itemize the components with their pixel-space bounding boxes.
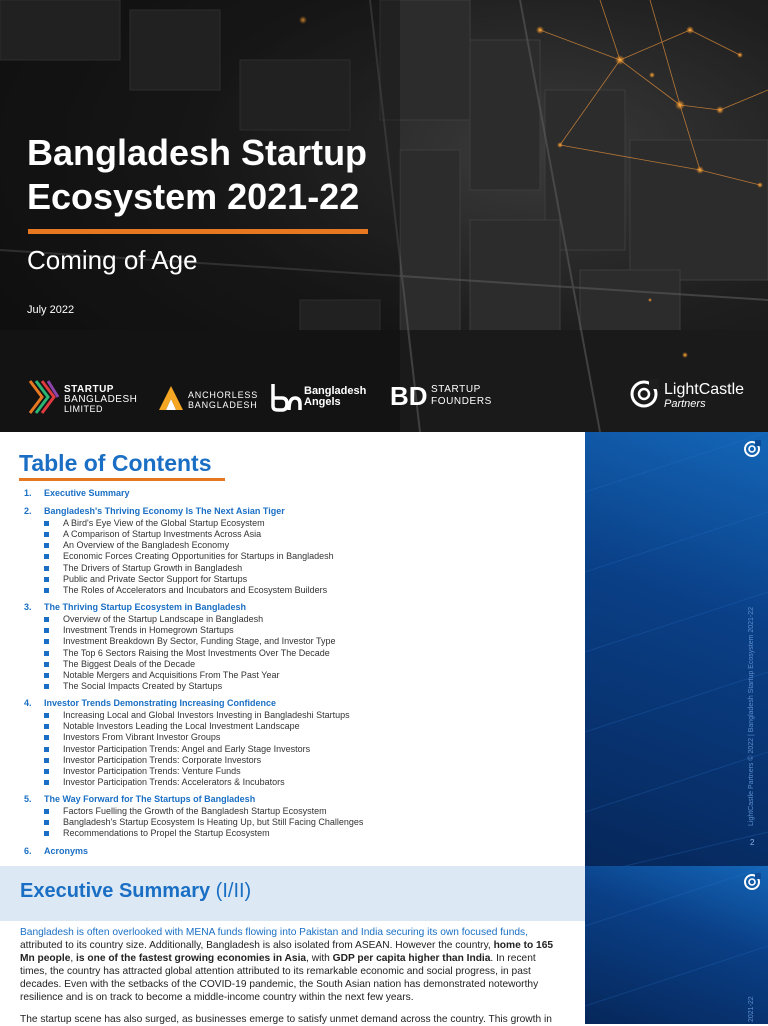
bd-startup-founders-logo-line-2: FOUNDERS: [431, 396, 492, 407]
startup-bangladesh-logo-line-3: LIMITED: [64, 404, 104, 414]
square-bullet-icon: [44, 543, 49, 548]
sidebar-blue-panel-2: [585, 866, 768, 1024]
toc-list-item[interactable]: [0, 777, 585, 788]
square-bullet-icon: [44, 651, 49, 656]
table-of-contents: [0, 432, 585, 866]
toc-list-item-label: An Overview of the Bangladesh Economy: [63, 540, 230, 551]
toc-list-item-label: Recommendations to Propel the Startup Ecosystem: [63, 828, 270, 839]
toc-list-item[interactable]: [0, 659, 585, 670]
executive-summary-title: [20, 880, 251, 903]
square-bullet-icon: [44, 673, 49, 678]
toc-title-underline: [19, 478, 225, 481]
toc-title: Table of Contents: [19, 450, 212, 476]
toc-list-item-label: The Social Impacts Created by Startups: [63, 680, 223, 691]
square-bullet-icon: [44, 628, 49, 633]
toc-list-item-label: Investor Participation Trends: Venture Funds: [63, 765, 241, 776]
lightcastle-partners-logo: [629, 379, 759, 415]
square-bullet-icon: [44, 724, 49, 729]
toc-section-title[interactable]: Investor Trends Demonstrating Increasing Confidence: [44, 698, 277, 709]
bangladesh-angels-logo-mark: [270, 382, 302, 412]
toc-list-item-label: Investor Participation Trends: Angel and Early Stage Investors: [63, 743, 311, 754]
square-bullet-icon: [44, 577, 49, 582]
square-bullet-icon: [44, 758, 49, 763]
toc-list-item[interactable]: [0, 744, 585, 755]
bd-startup-founders-logo-mark: BD: [390, 381, 428, 411]
toc-list-item[interactable]: [0, 529, 585, 540]
exec-text-e: . In recent times, the country has attracted global attention attributed to its remarkable economic and social progress, in past decades. Even with the setbacks of the COVID-19 pandemic, the South Asian nation has demonstrated noteworthy resilience and is on track to become a middle-income country within the next few years.: [20, 952, 539, 1003]
square-bullet-icon: [44, 820, 49, 825]
startup-bangladesh-logo: [28, 377, 158, 417]
bangladesh-angels-logo-line-2: Angels: [304, 396, 341, 408]
toc-list-item[interactable]: [0, 755, 585, 766]
toc-list-item-label: The Drivers of Startup Growth in Bangladesh: [63, 562, 243, 573]
lightcastle-logo-line-1: LightCastle: [664, 381, 745, 398]
exec-bold-population: home to 165 Mn people: [20, 939, 554, 964]
bangladesh-angels-logo: [270, 382, 380, 412]
toc-list-item-label: Investment Breakdown By Sector, Funding Stage, and Investor Type: [63, 636, 336, 647]
square-bullet-icon: [44, 780, 49, 785]
toc-list-item-label: Public and Private Sector Support for Startups: [63, 573, 248, 584]
lightcastle-logo-line-2: Partners: [664, 398, 706, 410]
startup-bangladesh-logo-mark: [28, 377, 60, 417]
square-bullet-icon: [44, 809, 49, 814]
square-bullet-icon: [44, 521, 49, 526]
title-accent-rule: [28, 229, 368, 234]
page-number: 2: [750, 838, 755, 847]
toc-list-item-label: Increasing Local and Global Investors Investing in Bangladeshi Startups: [63, 710, 350, 721]
toc-section-number: 3.: [24, 602, 32, 613]
executive-summary-intro: Bangladesh is often overlooked with MENA funds flowing into Pakistan and India securing its own focused funds,: [20, 927, 528, 938]
anchorless-logo-line-1: ANCHORLESS: [188, 390, 259, 400]
startup-bangladesh-logo-line-1: STARTUP: [64, 384, 114, 395]
exec-text-c: ,: [70, 952, 77, 964]
toc-list-item-label: Bangladesh's Startup Ecosystem Is Heating Up, but Still Facing Challenges: [63, 817, 364, 828]
toc-list-item[interactable]: [0, 614, 585, 625]
lightcastle-logo-icon: [629, 379, 659, 409]
square-bullet-icon: [44, 747, 49, 752]
sidebar-pattern-2: [585, 866, 768, 1024]
square-bullet-icon: [44, 554, 49, 559]
toc-list-item[interactable]: [0, 766, 585, 777]
square-bullet-icon: [44, 588, 49, 593]
square-bullet-icon: [44, 639, 49, 644]
toc-list-item-label: Investor Participation Trends: Accelerators & Incubators: [63, 777, 285, 787]
toc-list-item[interactable]: [0, 551, 585, 562]
toc-list-item-label: Economic Forces Creating Opportunities for Startups in Bangladesh: [63, 551, 334, 562]
toc-section-number: 4.: [24, 698, 32, 709]
square-bullet-icon: [44, 735, 49, 740]
square-bullet-icon: [44, 617, 49, 622]
startup-bangladesh-logo-line-2: BANGLADESH: [64, 394, 138, 405]
toc-list-item[interactable]: [0, 806, 585, 817]
bd-startup-founders-logo: [390, 381, 500, 411]
toc-list-item[interactable]: [0, 721, 585, 732]
toc-section-title[interactable]: Executive Summary: [44, 488, 130, 498]
toc-list-item[interactable]: [0, 625, 585, 636]
anchorless-bangladesh-logo: [158, 385, 258, 411]
executive-summary-paragraph-2: The startup scene has also surged, as businesses emerge to satisfy unmet demand across the country. This growth in: [20, 1014, 552, 1025]
square-bullet-icon: [44, 662, 49, 667]
toc-list-item-label: Overview of the Startup Landscape in Bangladesh: [63, 614, 264, 625]
bd-startup-founders-logo-line-1: STARTUP: [431, 384, 481, 395]
toc-section-title[interactable]: Acronyms: [44, 845, 89, 856]
cover-title-line-2: Ecosystem 2021-22: [27, 176, 360, 217]
bangladesh-angels-logo-line-1: Bangladesh: [304, 385, 367, 397]
toc-list-item-label: Notable Mergers and Acquisitions From The Past Year: [63, 669, 280, 680]
square-bullet-icon: [44, 684, 49, 689]
toc-section-title[interactable]: Bangladesh's Thriving Economy Is The Next Asian Tiger: [44, 506, 285, 516]
toc-list-item[interactable]: [0, 563, 585, 574]
toc-list-item-label: Investor Participation Trends: Corporate Investors: [63, 754, 262, 765]
exec-bold-gdp: GDP per capita higher than India: [332, 952, 491, 964]
sidebar-pattern: [585, 432, 768, 866]
toc-list-item[interactable]: [0, 585, 585, 596]
sidebar-vertical-copyright: LightCastle Partners © 2022 | Bangladesh Startup Ecosystem 2021-22: [748, 606, 755, 826]
anchorless-logo-line-2: BANGLADESH: [188, 400, 258, 410]
toc-list-item-label: Investors From Vibrant Investor Groups: [63, 732, 221, 743]
executive-summary-title-text: Executive Summary: [20, 880, 211, 902]
toc-list-item[interactable]: [0, 518, 585, 529]
cover-date: July 2022: [27, 304, 75, 316]
toc-section-number: 1.: [24, 488, 32, 498]
square-bullet-icon: [44, 831, 49, 836]
executive-summary-paragraph-1: [20, 927, 560, 1004]
toc-list-item-label: Notable Investors Leading the Local Investment Landscape: [63, 721, 300, 732]
cover-title: [27, 131, 367, 219]
exec-text-a: attributed to its country size. Additionally, Bangladesh is also isolated from ASEAN. However the country,: [20, 939, 494, 951]
square-bullet-icon: [44, 532, 49, 537]
toc-list-item-label: A Comparison of Startup Investments Across Asia: [63, 529, 262, 540]
lightcastle-icon-2: [743, 873, 761, 891]
square-bullet-icon: [44, 769, 49, 774]
executive-summary-part: (I/II): [215, 880, 252, 902]
toc-list-item[interactable]: [0, 636, 585, 647]
cover-subtitle: Coming of Age: [27, 245, 198, 275]
toc-list-item[interactable]: [0, 732, 585, 743]
sidebar-blue-panel: [585, 432, 768, 866]
cover-section: [0, 0, 768, 432]
toc-list-item[interactable]: [0, 670, 585, 681]
toc-section-number: 5.: [24, 794, 32, 805]
toc-section-number: 2.: [24, 506, 32, 516]
square-bullet-icon: [44, 713, 49, 718]
toc-section-title[interactable]: The Thriving Startup Ecosystem in Bangladesh: [44, 602, 247, 613]
toc-list-item-label: The Roles of Accelerators and Incubators and Ecosystem Builders: [63, 584, 328, 595]
toc-list-item[interactable]: [0, 574, 585, 585]
toc-list-item-label: The Biggest Deals of the Decade: [63, 658, 196, 669]
toc-section-number: 6.: [24, 845, 32, 856]
anchorless-logo-mark: [158, 385, 184, 411]
toc-list-item-label: Investment Trends in Homegrown Startups: [63, 625, 234, 636]
toc-list-item[interactable]: [0, 681, 585, 692]
cover-title-line-1: Bangladesh Startup: [27, 132, 368, 173]
toc-list-item[interactable]: [0, 828, 585, 839]
toc-list-item-label: A Bird's Eye View of the Global Startup Ecosystem: [63, 518, 265, 528]
toc-list-item[interactable]: [0, 817, 585, 828]
exec-bold-growth: is one of the fastest growing economies in Asia: [76, 952, 307, 964]
toc-list-item[interactable]: [0, 648, 585, 659]
exec-text-d: , with: [306, 952, 333, 964]
toc-list-item[interactable]: [0, 540, 585, 551]
toc-section-title[interactable]: The Way Forward for The Startups of Bangladesh: [44, 794, 256, 805]
square-bullet-icon: [44, 566, 49, 571]
sidebar-vertical-text-2: 2021-22: [748, 996, 755, 1022]
lightcastle-icon: [743, 440, 761, 458]
toc-list-item-label: The Top 6 Sectors Raising the Most Investments Over The Decade: [63, 647, 330, 658]
toc-list-item-label: Factors Fuelling the Growth of the Bangladesh Startup Ecosystem: [63, 806, 327, 817]
toc-list-item[interactable]: [0, 710, 585, 721]
